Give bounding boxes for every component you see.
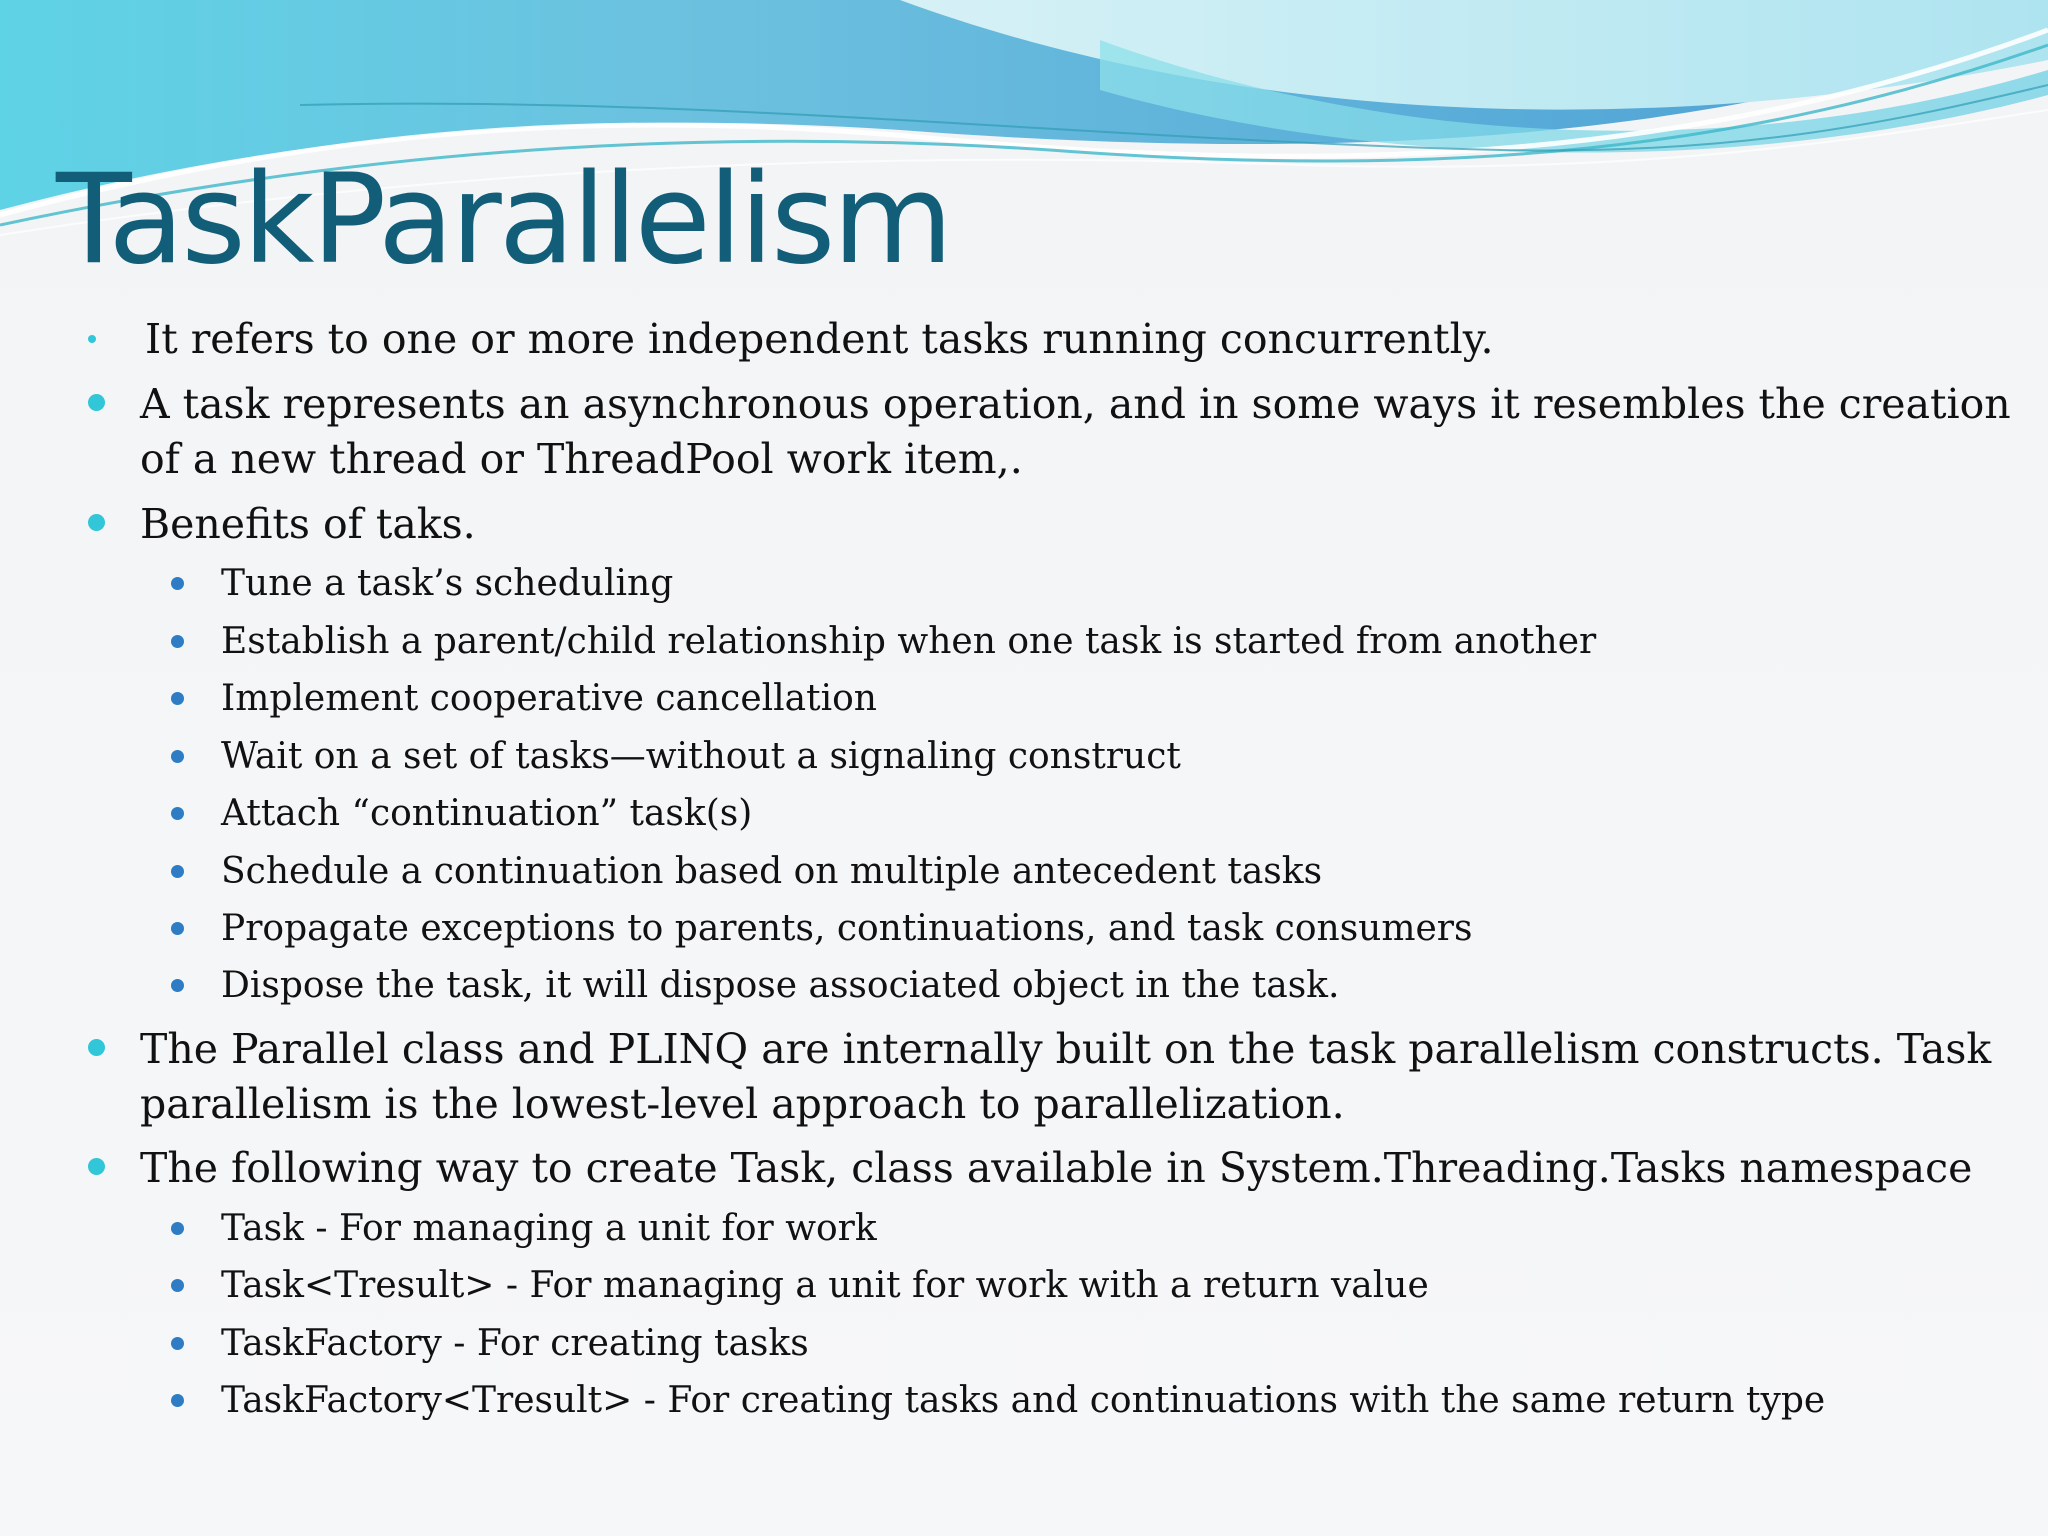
- sub-bullet-item: [221, 674, 1921, 724]
- bullet-continuation: [140, 1076, 1960, 1132]
- bullet-item: [140, 376, 2011, 432]
- bullet-dot-icon: [88, 1039, 105, 1056]
- sub-bullet-item: [221, 1376, 1921, 1426]
- bullet-item: [140, 1021, 1992, 1077]
- sub-bullet-text: Attach “continuation” task(s): [221, 793, 753, 834]
- bullet-dot-icon: [88, 514, 105, 531]
- sub-bullet-text: Task - For managing a unit for work: [221, 1208, 877, 1249]
- sub-bullet-dot-icon: [171, 1337, 184, 1350]
- bullet-text: A task represents an asynchronous operation, and in some ways it resembles the creation: [140, 380, 2011, 428]
- sub-bullet-text: TaskFactory<Tresult> - For creating tasks and continuations with the same return type: [221, 1380, 1826, 1421]
- sub-bullet-text: Establish a parent/child relationship when one task is started from another: [221, 621, 1597, 662]
- sub-bullet-text: Wait on a set of tasks—without a signaling construct: [221, 736, 1181, 777]
- sub-bullet-text: TaskFactory - For creating tasks: [221, 1323, 809, 1364]
- bullet-text: of a new thread or ThreadPool work item,.: [140, 435, 1023, 483]
- bullet-text: parallelism is the lowest-level approach to parallelization.: [140, 1080, 1345, 1128]
- sub-bullet-item: [221, 1261, 1921, 1311]
- sub-bullet-dot-icon: [171, 635, 184, 648]
- sub-bullet-dot-icon: [171, 807, 184, 820]
- sub-bullet-dot-icon: [171, 922, 184, 935]
- sub-bullet-item: [221, 732, 1921, 782]
- sub-bullet-item: [221, 1204, 1921, 1254]
- sub-bullet-text: Dispose the task, it will dispose associated object in the task.: [221, 965, 1340, 1006]
- sub-bullet-item: [221, 847, 1921, 897]
- bullet-continuation: [140, 431, 1960, 487]
- bullet-text: Benefits of taks.: [140, 500, 476, 548]
- sub-bullet-item: [221, 961, 1921, 1011]
- sub-bullet-dot-icon: [171, 750, 184, 763]
- sub-bullet-dot-icon: [171, 1394, 184, 1407]
- bullet-item: [140, 1140, 1973, 1196]
- sub-bullet-dot-icon: [171, 865, 184, 878]
- bullet-item: [145, 311, 1965, 367]
- sub-bullet-text: Tune a task’s scheduling: [221, 563, 674, 604]
- sub-bullet-text: Propagate exceptions to parents, continuations, and task consumers: [221, 908, 1473, 949]
- sub-bullet-dot-icon: [171, 1222, 184, 1235]
- bullet-text: The Parallel class and PLINQ are internally built on the task parallelism constructs. Task: [140, 1025, 1992, 1073]
- bullet-text: It refers to one or more independent tasks running concurrently.: [145, 315, 1494, 363]
- slide-title: TaskParallelism: [56, 148, 951, 292]
- bullet-dot-icon: [88, 1158, 105, 1175]
- sub-bullet-dot-icon: [171, 979, 184, 992]
- sub-bullet-text: Implement cooperative cancellation: [221, 678, 877, 719]
- bullet-dot-icon: [88, 394, 105, 411]
- sub-bullet-dot-icon: [171, 1279, 184, 1292]
- sub-bullet-dot-icon: [171, 577, 184, 590]
- bullet-item: [140, 496, 1960, 552]
- bullet-dot-icon: [88, 335, 96, 343]
- sub-bullet-dot-icon: [171, 692, 184, 705]
- sub-bullet-item: [221, 904, 1921, 954]
- sub-bullet-text: Schedule a continuation based on multiple antecedent tasks: [221, 851, 1323, 892]
- sub-bullet-item: [221, 1319, 1921, 1369]
- sub-bullet-text: Task<Tresult> - For managing a unit for work with a return value: [221, 1265, 1429, 1306]
- sub-bullet-item: [221, 789, 1921, 839]
- sub-bullet-item: [221, 559, 1921, 609]
- sub-bullet-item: [221, 617, 1921, 667]
- bullet-text: The following way to create Task, class available in System.Threading.Tasks namespace: [140, 1144, 1973, 1192]
